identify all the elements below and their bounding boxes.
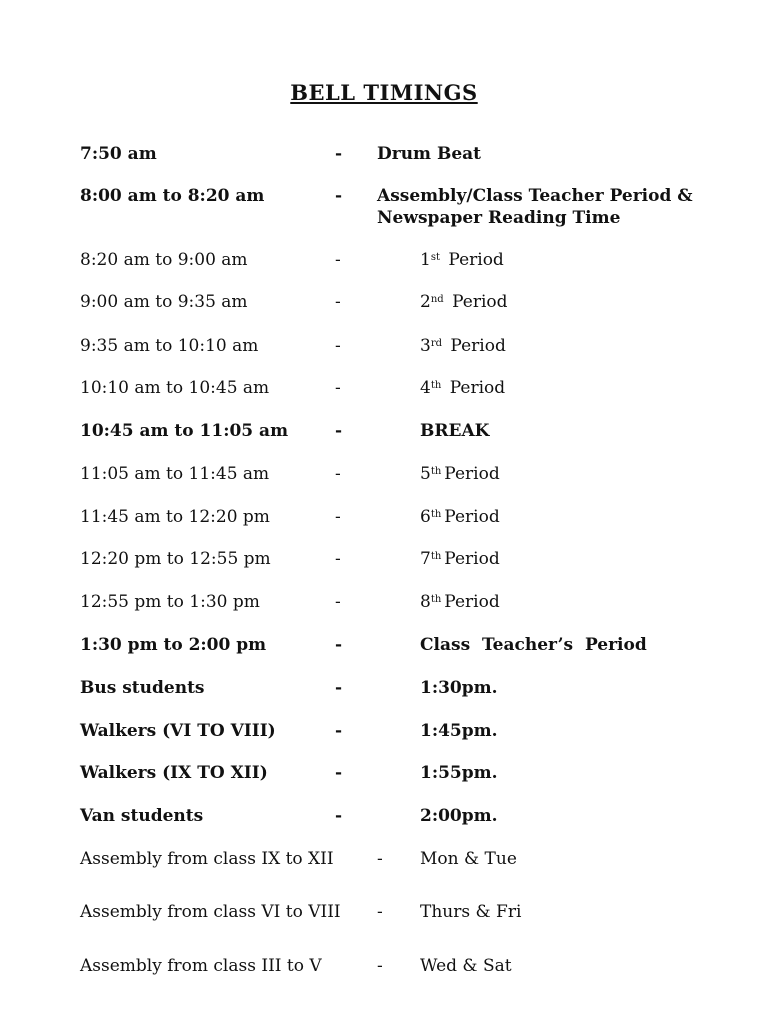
time-cell: 9:35 am to 10:10 am — [80, 336, 259, 356]
separator: - — [335, 678, 343, 698]
activity-cell — [420, 249, 504, 271]
time-cell: 12:20 pm to 12:55 pm — [80, 549, 271, 569]
dispersal-time: 1:55pm. — [420, 763, 498, 783]
activity-cell — [420, 591, 500, 613]
separator: - — [335, 635, 343, 655]
activity-cell: Drum Beat — [377, 144, 482, 164]
group-cell: Walkers (IX TO XII) — [80, 763, 268, 783]
period-label: Period — [444, 549, 500, 569]
time-cell: 11:05 am to 11:45 am — [80, 464, 270, 484]
period-label: Period — [449, 378, 506, 398]
ordinal-suffix: th — [430, 466, 442, 477]
time-cell: 10:45 am to 11:05 am — [80, 421, 289, 441]
activity-cell — [377, 185, 693, 229]
activity-cell: Class Teacher’s Period — [420, 635, 647, 655]
ordinal-suffix: th — [430, 509, 442, 520]
dispersal-time: 1:45pm. — [420, 721, 498, 741]
separator: - — [377, 956, 383, 976]
assembly-days: Thurs & Fri — [420, 902, 522, 922]
activity-cell — [420, 335, 506, 357]
assembly-days: Wed & Sat — [420, 956, 512, 976]
assembly-days: Mon & Tue — [420, 849, 517, 869]
activity-cell — [420, 548, 500, 570]
activity-cell — [420, 463, 500, 485]
period-number: 4 — [420, 378, 431, 398]
period-number: 8 — [420, 592, 431, 612]
period-number: 1 — [420, 250, 431, 270]
time-cell: 11:45 am to 12:20 pm — [80, 507, 270, 527]
time-cell: 8:00 am to 8:20 am — [80, 186, 265, 206]
ordinal-suffix: rd — [430, 338, 443, 349]
assembly-group: Assembly from class VI to VIII — [80, 902, 341, 922]
ordinal-suffix: th — [430, 380, 442, 391]
period-number: 3 — [420, 336, 431, 356]
time-cell: 7:50 am — [80, 144, 157, 164]
period-number: 6 — [420, 507, 431, 527]
time-cell: 10:10 am to 10:45 am — [80, 378, 270, 398]
separator: - — [335, 464, 341, 484]
activity-line-1: Assembly/Class Teacher Period & — [377, 186, 693, 206]
period-number: 2 — [420, 292, 431, 312]
separator: - — [335, 250, 341, 270]
separator: - — [335, 549, 341, 569]
ordinal-suffix: th — [430, 594, 442, 605]
period-label: Period — [444, 507, 500, 527]
activity-cell — [420, 291, 508, 313]
separator: - — [377, 902, 383, 922]
separator: - — [335, 806, 343, 826]
activity-cell — [420, 506, 500, 528]
period-number: 7 — [420, 549, 431, 569]
time-cell: 12:55 pm to 1:30 pm — [80, 592, 260, 612]
separator: - — [335, 378, 341, 398]
period-label: Period — [450, 336, 506, 356]
activity-cell: BREAK — [420, 421, 490, 441]
time-cell: 8:20 am to 9:00 am — [80, 250, 248, 270]
page-title: BELL TIMINGS — [290, 80, 478, 105]
period-number: 5 — [420, 464, 431, 484]
separator: - — [335, 144, 343, 164]
separator: - — [335, 507, 341, 527]
separator: - — [335, 721, 343, 741]
period-label: Period — [444, 592, 500, 612]
ordinal-suffix: st — [430, 252, 440, 263]
group-cell: Bus students — [80, 678, 205, 698]
ordinal-suffix: nd — [430, 294, 444, 305]
ordinal-suffix: th — [430, 551, 442, 562]
time-cell: 1:30 pm to 2:00 pm — [80, 635, 267, 655]
separator: - — [377, 849, 383, 869]
dispersal-time: 2:00pm. — [420, 806, 498, 826]
time-cell: 9:00 am to 9:35 am — [80, 292, 248, 312]
activity-line-2: Newspaper Reading Time — [377, 208, 621, 228]
period-label: Period — [448, 250, 504, 270]
separator: - — [335, 592, 341, 612]
separator: - — [335, 186, 343, 206]
separator: - — [335, 421, 343, 441]
separator: - — [335, 336, 341, 356]
assembly-group: Assembly from class IX to XII — [80, 849, 334, 869]
group-cell: Walkers (VI TO VIII) — [80, 721, 276, 741]
assembly-group: Assembly from class III to V — [80, 956, 322, 976]
period-label: Period — [444, 464, 500, 484]
separator: - — [335, 763, 343, 783]
group-cell: Van students — [80, 806, 204, 826]
separator: - — [335, 292, 341, 312]
dispersal-time: 1:30pm. — [420, 678, 498, 698]
activity-cell — [420, 377, 505, 399]
period-label: Period — [452, 292, 508, 312]
